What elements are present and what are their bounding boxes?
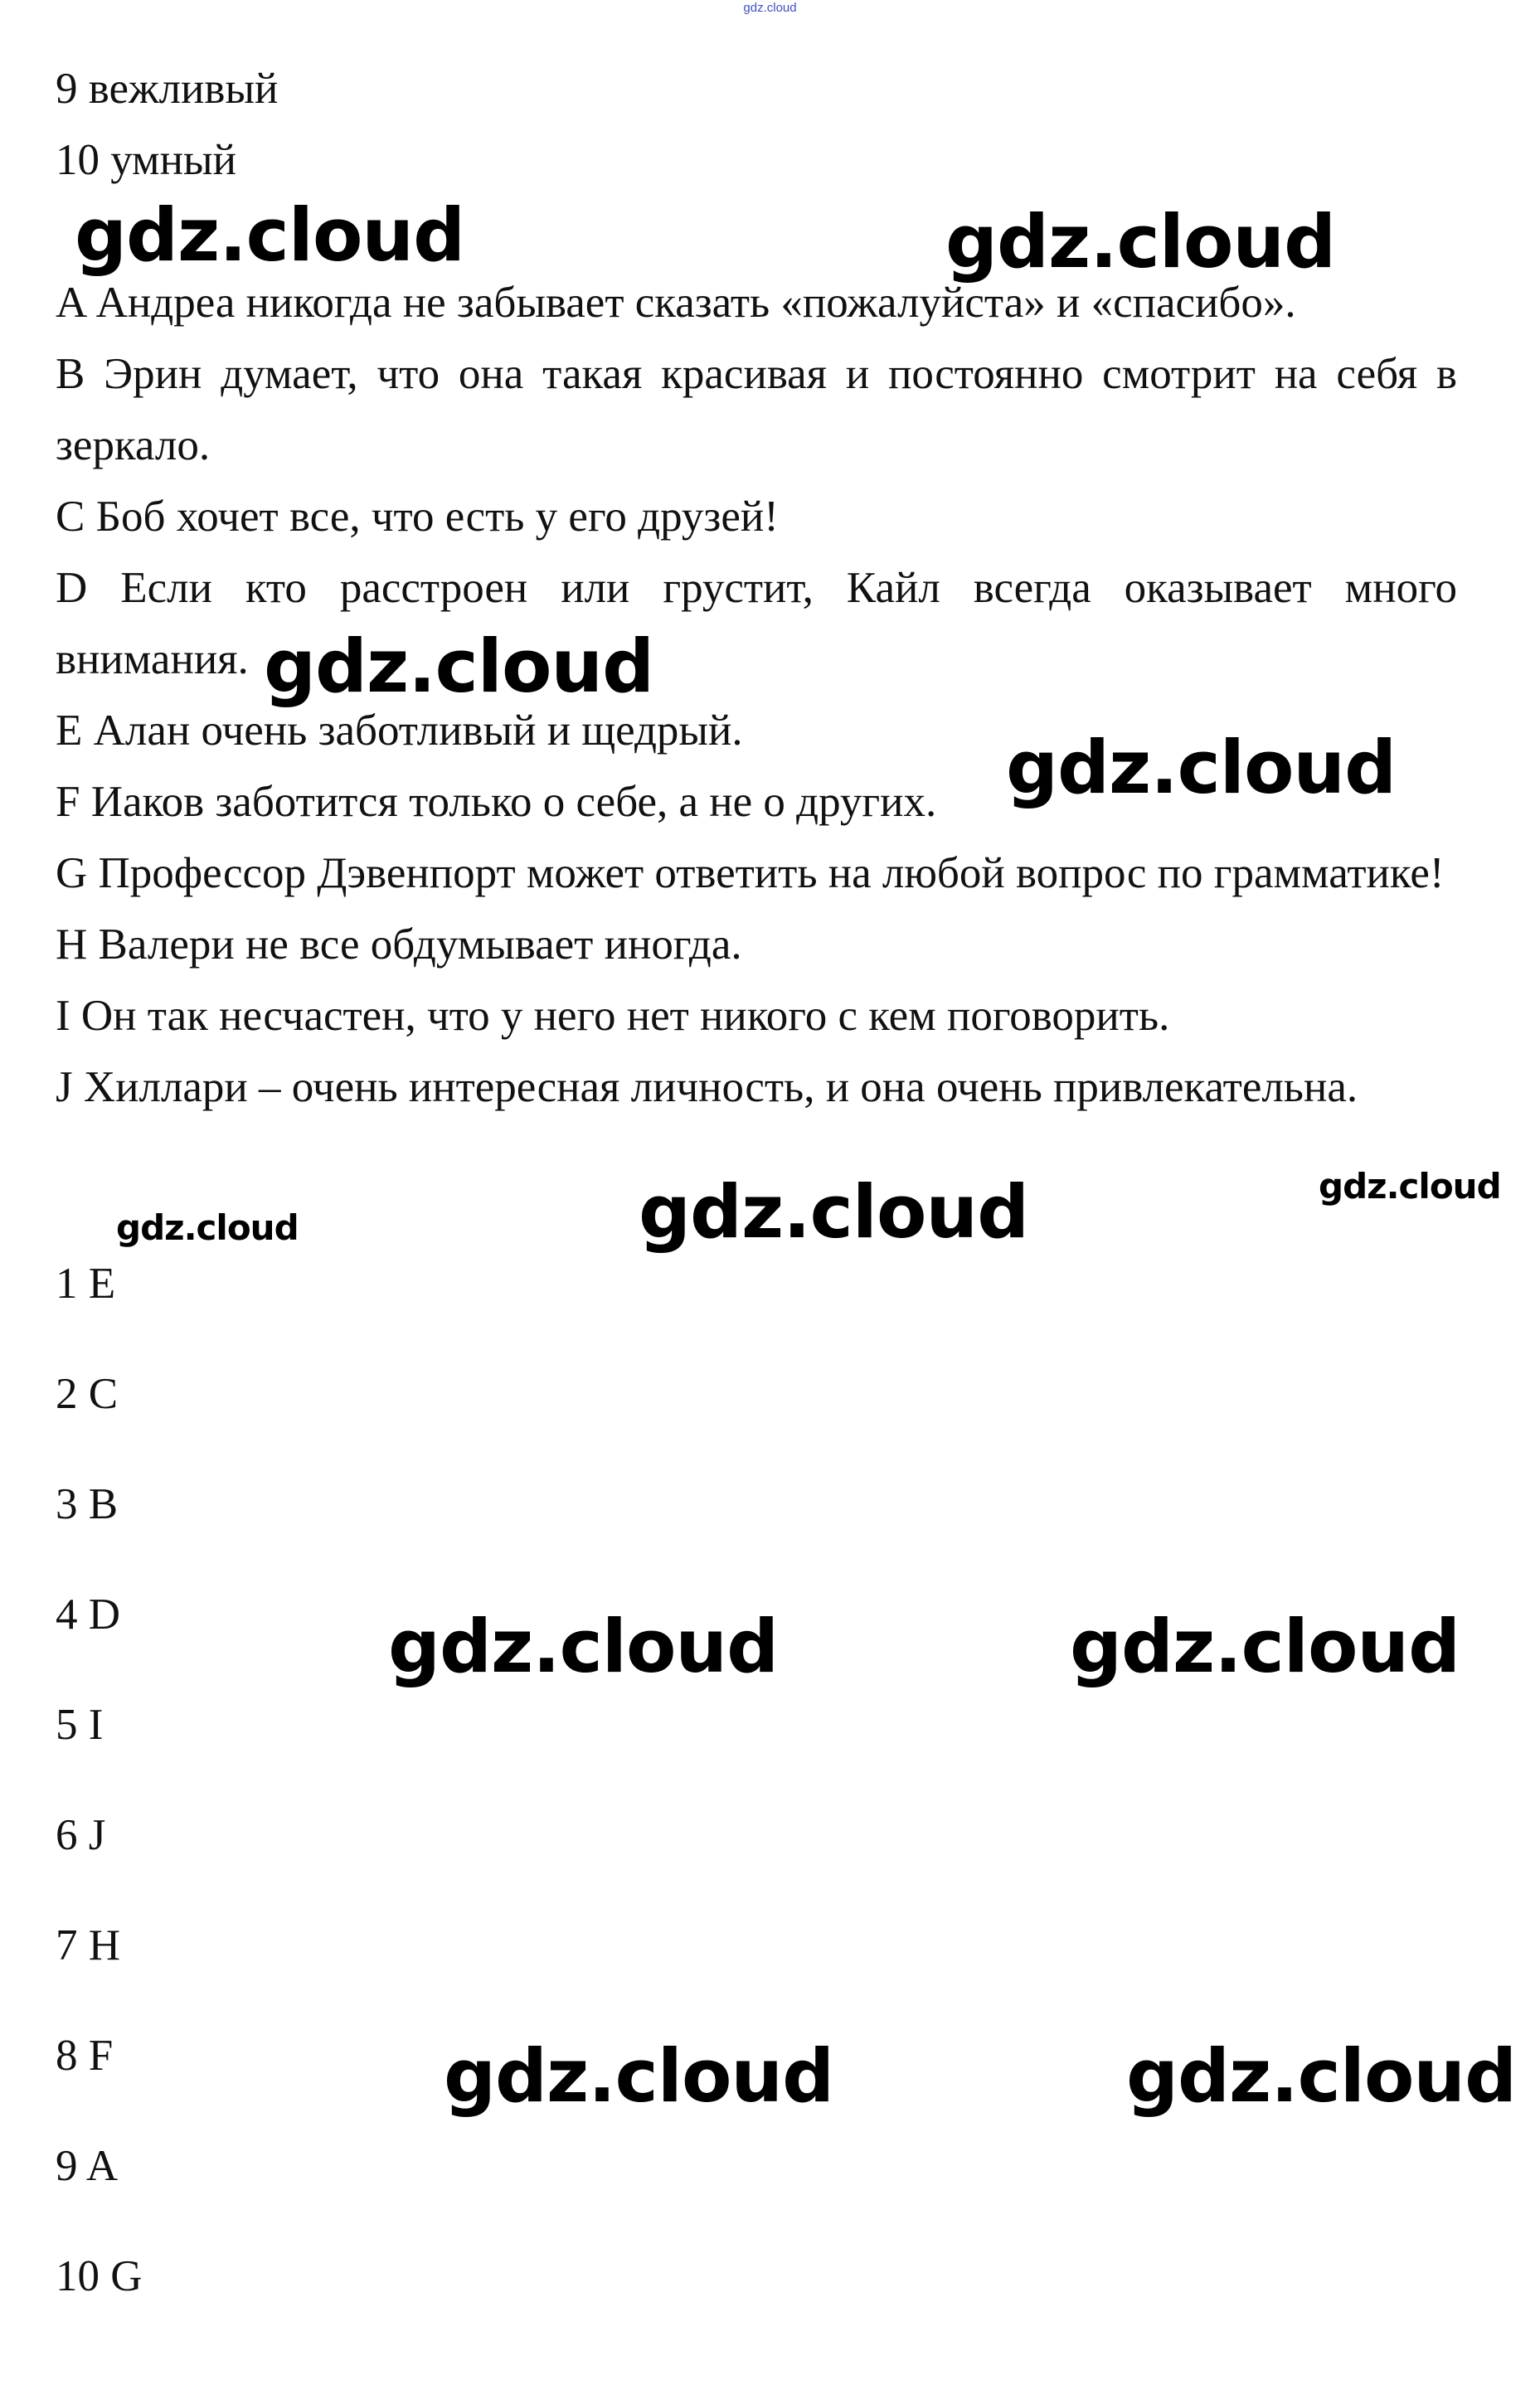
watermark: gdz.cloud xyxy=(945,199,1336,284)
watermark: gdz.cloud xyxy=(1319,1166,1501,1207)
watermark: gdz.cloud xyxy=(264,624,654,709)
answer-list xyxy=(56,1229,553,2332)
watermark: gdz.cloud xyxy=(75,192,465,278)
watermark: gdz.cloud xyxy=(388,1604,779,1689)
sentence-item: I Он так несчастен, что у него нет никого с кем поговорить. xyxy=(56,992,1170,1040)
sentence-item: A Андреа никогда не забывает сказать «пожалуйста» и «спасибо». xyxy=(56,279,1296,327)
sentence-item: B Эрин думает, что она такая красивая и постоянно смотрит на себя в зеркало. xyxy=(56,350,1457,469)
answer-item: 9 A xyxy=(56,2142,119,2190)
answer-item: 6 J xyxy=(56,1811,106,1859)
answer-item: 8 F xyxy=(56,2032,114,2080)
sentence-item: E Алан очень заботливый и щедрый. xyxy=(56,707,743,755)
answer-item: 5 I xyxy=(56,1701,104,1749)
answer-item: 2 C xyxy=(56,1370,119,1418)
watermark: gdz.cloud xyxy=(116,1207,299,1248)
sentence-item: G Профессор Дэвенпорт может ответить на любой вопрос по грамматике! xyxy=(56,849,1445,897)
answer-item: 10 G xyxy=(56,2252,143,2300)
word-item: 9 вежливый xyxy=(56,65,279,113)
word-item: 10 умный xyxy=(56,136,236,184)
site-mark: gdz.cloud xyxy=(743,1,797,15)
sentence-item: H Валери не все обдумывает иногда. xyxy=(56,920,742,969)
answer-item: 3 B xyxy=(56,1480,119,1528)
watermark: gdz.cloud xyxy=(639,1169,1029,1255)
watermark: gdz.cloud xyxy=(444,2033,834,2119)
sentence-item: D Если кто расстроен или грустит, Кайл всегда оказывает много внимания. xyxy=(56,564,1457,683)
watermark: gdz.cloud xyxy=(1070,1604,1460,1689)
answer-item: 4 D xyxy=(56,1590,121,1639)
answer-item: 7 H xyxy=(56,1921,121,1969)
sentence-item: F Иаков заботится только о себе, а не о других. xyxy=(56,778,937,826)
sentence-item: J Хиллари – очень интересная личность, и она очень привлекательна. xyxy=(56,1063,1358,1111)
watermark: gdz.cloud xyxy=(1126,2033,1517,2119)
sentence-item: C Боб хочет все, что есть у его друзей! xyxy=(56,493,779,541)
answer-item: 1 E xyxy=(56,1260,116,1308)
watermark: gdz.cloud xyxy=(1006,725,1397,810)
